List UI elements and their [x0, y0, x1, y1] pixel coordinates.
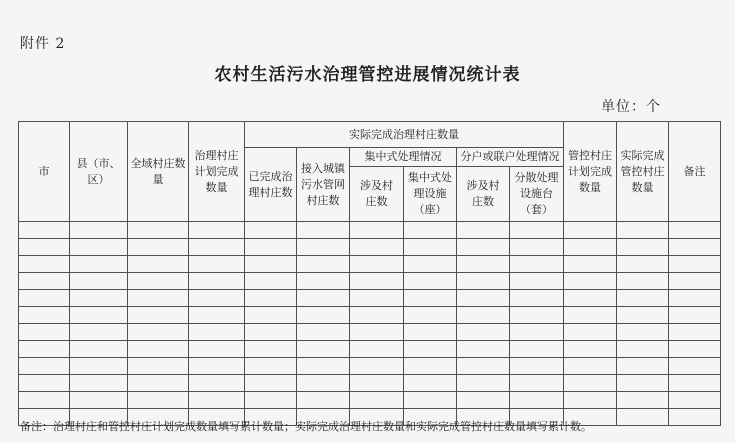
table-cell[interactable] — [617, 307, 669, 324]
table-cell[interactable] — [669, 358, 721, 375]
table-cell[interactable] — [189, 307, 245, 324]
table-cell[interactable] — [404, 392, 457, 409]
table-cell[interactable] — [617, 239, 669, 256]
table-cell[interactable] — [189, 273, 245, 290]
table-cell[interactable] — [457, 239, 510, 256]
table-cell[interactable] — [350, 341, 404, 358]
table-cell[interactable] — [617, 222, 669, 239]
table-cell[interactable] — [245, 375, 297, 392]
table-cell[interactable] — [457, 341, 510, 358]
table-cell[interactable] — [510, 222, 564, 239]
table-cell[interactable] — [617, 375, 669, 392]
table-cell[interactable] — [19, 358, 70, 375]
table-row — [19, 324, 721, 341]
table-cell[interactable] — [669, 239, 721, 256]
table-cell[interactable] — [70, 222, 128, 239]
table-cell[interactable] — [350, 375, 404, 392]
header-group-centralized: 集中式处理情况 — [350, 148, 457, 167]
table-cell[interactable] — [245, 324, 297, 341]
table-cell[interactable] — [245, 239, 297, 256]
table-cell[interactable] — [128, 273, 189, 290]
table-cell[interactable] — [404, 273, 457, 290]
table-cell[interactable] — [189, 239, 245, 256]
table-cell[interactable] — [669, 409, 721, 426]
header-remarks: 备注 — [669, 122, 721, 222]
table-row — [19, 239, 721, 256]
table-cell[interactable] — [404, 222, 457, 239]
table-cell[interactable] — [350, 324, 404, 341]
table-cell[interactable] — [564, 273, 617, 290]
table-cell[interactable] — [128, 392, 189, 409]
header-scattered-villages: 涉及村庄数 — [457, 167, 510, 222]
header-total-villages: 全域村庄数量 — [128, 122, 189, 222]
header-actual-control: 实际完成管控村庄数量 — [617, 122, 669, 222]
table-cell[interactable] — [19, 290, 70, 307]
table-cell[interactable] — [669, 307, 721, 324]
header-connected: 接入城镇污水管网村庄数 — [297, 148, 350, 222]
table-cell[interactable] — [70, 392, 128, 409]
table-cell[interactable] — [457, 392, 510, 409]
header-scattered-facilities: 分散处理设施台（套） — [510, 167, 564, 222]
table-cell[interactable] — [350, 222, 404, 239]
table-cell[interactable] — [70, 256, 128, 273]
header-group-scattered: 分户或联户处理情况 — [457, 148, 564, 167]
table-cell[interactable] — [297, 222, 350, 239]
table-cell[interactable] — [128, 358, 189, 375]
header-central-facilities: 集中式处理设施（座） — [404, 167, 457, 222]
table-cell[interactable] — [70, 324, 128, 341]
table-cell[interactable] — [457, 358, 510, 375]
table-cell[interactable] — [297, 375, 350, 392]
table-cell[interactable] — [245, 341, 297, 358]
table-cell[interactable] — [564, 341, 617, 358]
table-cell[interactable] — [297, 239, 350, 256]
table-cell[interactable] — [457, 307, 510, 324]
table-cell[interactable] — [669, 324, 721, 341]
unit-label: 单位：个 — [601, 99, 661, 115]
table-cell[interactable] — [404, 375, 457, 392]
table-cell[interactable] — [297, 273, 350, 290]
table-cell[interactable] — [510, 307, 564, 324]
table-cell[interactable] — [617, 273, 669, 290]
table-cell[interactable] — [19, 375, 70, 392]
header-group-actual: 实际完成治理村庄数量 — [245, 122, 564, 148]
table-cell[interactable] — [70, 273, 128, 290]
table-cell[interactable] — [510, 324, 564, 341]
table-cell[interactable] — [189, 375, 245, 392]
table-cell[interactable] — [510, 290, 564, 307]
table-cell[interactable] — [404, 239, 457, 256]
table-cell[interactable] — [457, 273, 510, 290]
table-cell[interactable] — [189, 341, 245, 358]
table-cell[interactable] — [19, 341, 70, 358]
footnote: 备注：治理村庄和管控村庄计划完成数量填写累计数量；实际完成治理村庄数量和实际完成管控村庄数量填写累计数。 — [20, 420, 592, 433]
header-central-villages: 涉及村庄数 — [350, 167, 404, 222]
table-row — [19, 307, 721, 324]
table-row — [19, 392, 721, 409]
table-cell[interactable] — [245, 307, 297, 324]
table-cell[interactable] — [617, 290, 669, 307]
header-plan-control: 管控村庄计划完成数量 — [564, 122, 617, 222]
table-cell[interactable] — [245, 256, 297, 273]
table-cell[interactable] — [564, 324, 617, 341]
table-row — [19, 358, 721, 375]
table-cell[interactable] — [189, 256, 245, 273]
table-cell[interactable] — [70, 239, 128, 256]
table-cell[interactable] — [669, 273, 721, 290]
table-cell[interactable] — [457, 375, 510, 392]
table-cell[interactable] — [19, 256, 70, 273]
table-cell[interactable] — [297, 341, 350, 358]
table-cell[interactable] — [128, 341, 189, 358]
table-cell[interactable] — [457, 256, 510, 273]
table-cell[interactable] — [189, 358, 245, 375]
table-cell[interactable] — [297, 324, 350, 341]
table-cell[interactable] — [297, 290, 350, 307]
table-cell[interactable] — [510, 273, 564, 290]
table-cell[interactable] — [617, 409, 669, 426]
table-cell[interactable] — [245, 392, 297, 409]
table-cell[interactable] — [564, 222, 617, 239]
table-cell[interactable] — [510, 239, 564, 256]
table-cell[interactable] — [617, 341, 669, 358]
header-plan-governance: 治理村庄计划完成数量 — [189, 122, 245, 222]
table-cell[interactable] — [457, 222, 510, 239]
table-cell[interactable] — [297, 392, 350, 409]
table-cell[interactable] — [128, 307, 189, 324]
table-cell[interactable] — [70, 290, 128, 307]
table-cell[interactable] — [404, 256, 457, 273]
table-cell[interactable] — [669, 375, 721, 392]
table-cell[interactable] — [404, 324, 457, 341]
table-cell[interactable] — [297, 358, 350, 375]
table-cell[interactable] — [350, 273, 404, 290]
table-row — [19, 273, 721, 290]
table-cell[interactable] — [245, 222, 297, 239]
statistics-table — [18, 121, 721, 426]
table-cell[interactable] — [510, 256, 564, 273]
table-cell[interactable] — [245, 290, 297, 307]
table-cell[interactable] — [128, 239, 189, 256]
table-cell[interactable] — [245, 358, 297, 375]
table-row — [19, 222, 721, 239]
table-cell[interactable] — [189, 290, 245, 307]
header-county: 县（市、区） — [70, 122, 128, 222]
table-cell[interactable] — [669, 256, 721, 273]
table-row — [19, 375, 721, 392]
table-cell[interactable] — [617, 256, 669, 273]
table-cell[interactable] — [669, 290, 721, 307]
page-title: 农村生活污水治理管控进展情况统计表 — [214, 65, 521, 85]
table-cell[interactable] — [350, 358, 404, 375]
table-cell[interactable] — [297, 256, 350, 273]
table-cell[interactable] — [457, 290, 510, 307]
table-cell[interactable] — [350, 307, 404, 324]
table-cell[interactable] — [457, 324, 510, 341]
table-cell[interactable] — [19, 324, 70, 341]
table-cell[interactable] — [19, 392, 70, 409]
table-cell[interactable] — [128, 256, 189, 273]
table-row — [19, 256, 721, 273]
table-cell[interactable] — [70, 341, 128, 358]
table-cell[interactable] — [669, 222, 721, 239]
table-cell[interactable] — [128, 324, 189, 341]
table-cell[interactable] — [189, 392, 245, 409]
table-cell[interactable] — [404, 307, 457, 324]
header-completed: 已完成治理村庄数 — [245, 148, 297, 222]
table-cell[interactable] — [510, 358, 564, 375]
table-cell[interactable] — [669, 392, 721, 409]
table-cell[interactable] — [404, 341, 457, 358]
attachment-label: 附件 2 — [20, 36, 66, 52]
table-cell[interactable] — [404, 290, 457, 307]
header-city: 市 — [19, 122, 70, 222]
table-cell[interactable] — [617, 324, 669, 341]
table-cell[interactable] — [245, 273, 297, 290]
table-cell[interactable] — [189, 222, 245, 239]
table-cell[interactable] — [564, 307, 617, 324]
table-cell[interactable] — [189, 324, 245, 341]
table-row — [19, 290, 721, 307]
table-cell[interactable] — [617, 392, 669, 409]
table-cell[interactable] — [404, 358, 457, 375]
table-cell[interactable] — [510, 375, 564, 392]
table-cell[interactable] — [564, 392, 617, 409]
table-cell[interactable] — [564, 375, 617, 392]
table-cell[interactable] — [128, 375, 189, 392]
table-cell[interactable] — [70, 375, 128, 392]
table-cell[interactable] — [510, 392, 564, 409]
table-cell[interactable] — [19, 239, 70, 256]
table-cell[interactable] — [564, 358, 617, 375]
table-cell[interactable] — [510, 341, 564, 358]
table-cell[interactable] — [128, 290, 189, 307]
table-cell[interactable] — [564, 239, 617, 256]
table-cell[interactable] — [564, 256, 617, 273]
table-cell[interactable] — [19, 222, 70, 239]
table-cell[interactable] — [617, 358, 669, 375]
table-cell[interactable] — [19, 273, 70, 290]
table-cell[interactable] — [70, 358, 128, 375]
table-cell[interactable] — [350, 256, 404, 273]
table-cell[interactable] — [70, 307, 128, 324]
table-cell[interactable] — [19, 307, 70, 324]
table-cell[interactable] — [128, 222, 189, 239]
table-cell[interactable] — [350, 290, 404, 307]
table-cell[interactable] — [350, 239, 404, 256]
table-row — [19, 341, 721, 358]
table-cell[interactable] — [297, 307, 350, 324]
table-cell[interactable] — [350, 392, 404, 409]
table-cell[interactable] — [564, 290, 617, 307]
table-cell[interactable] — [669, 341, 721, 358]
